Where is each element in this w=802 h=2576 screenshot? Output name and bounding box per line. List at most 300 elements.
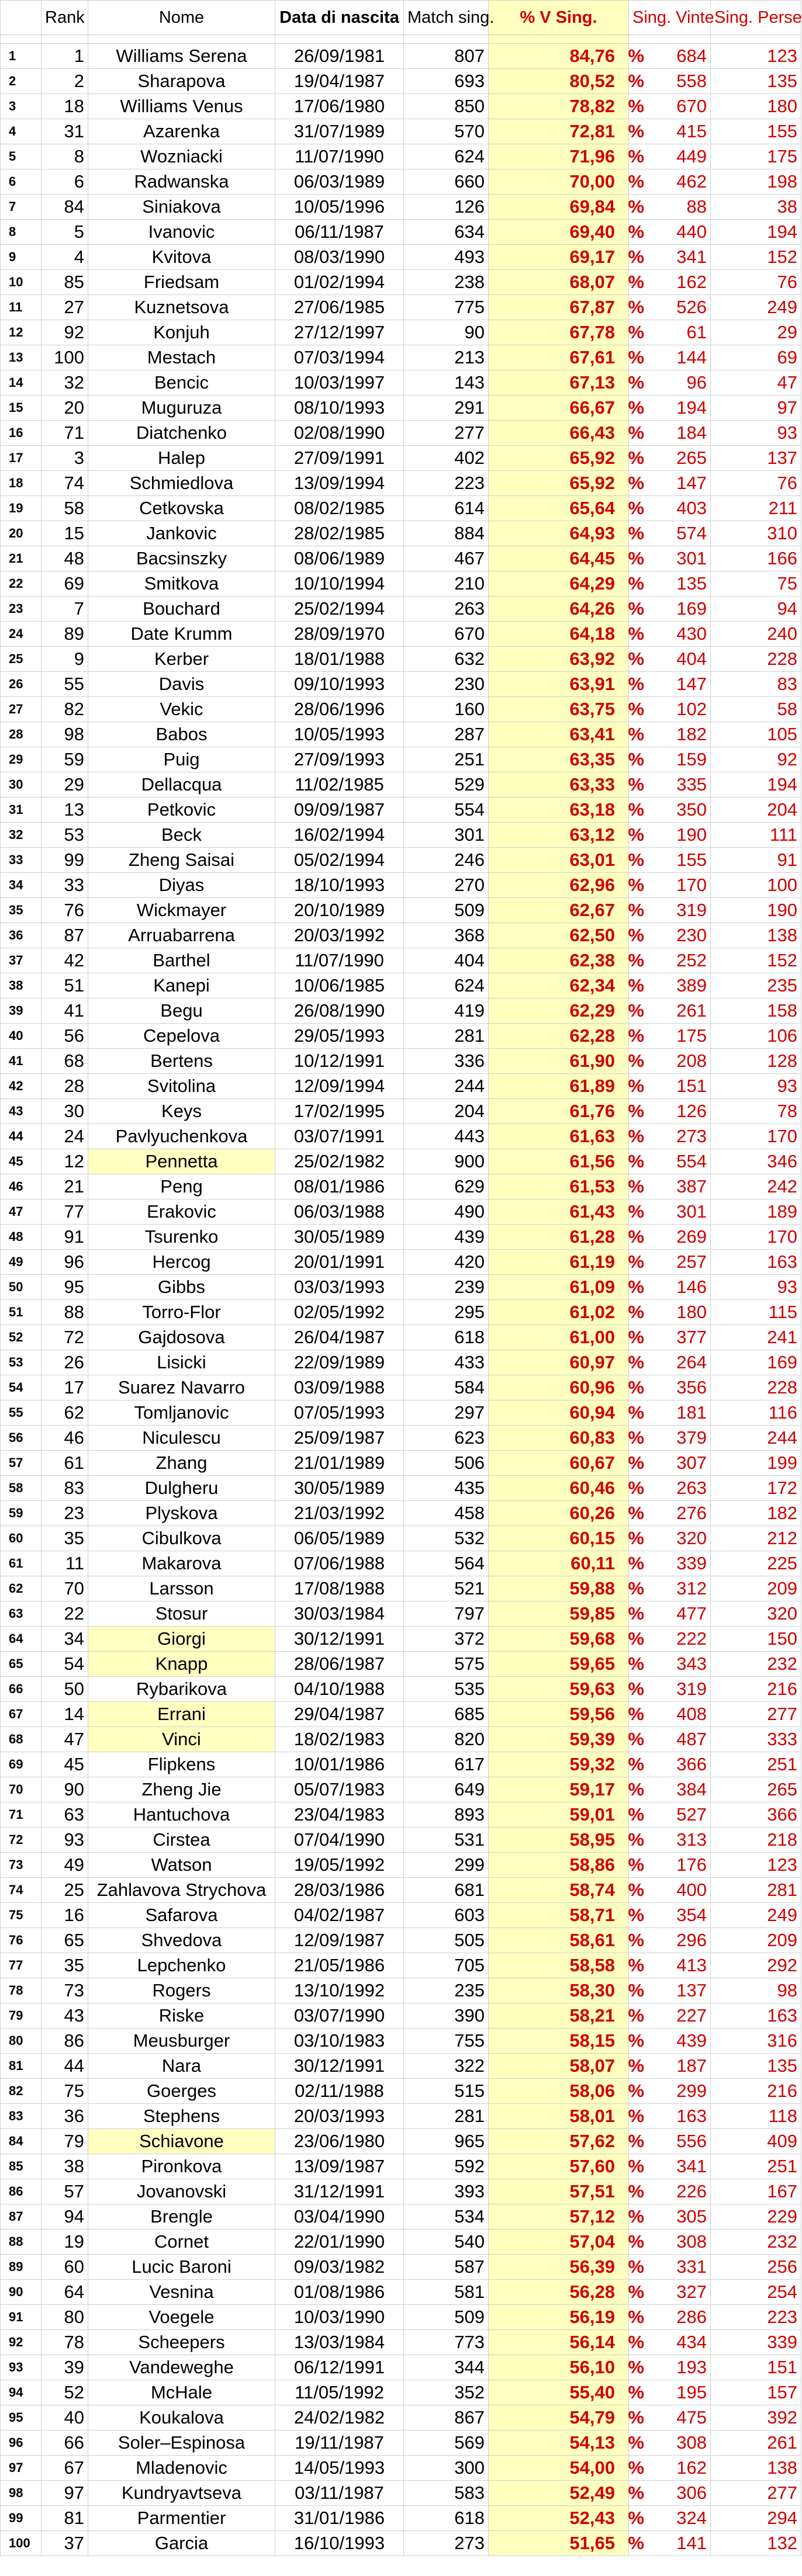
singles-lost-cell[interactable]: 235 [711, 973, 801, 998]
player-name-cell[interactable]: Tsurenko [88, 1225, 275, 1250]
row-index-cell[interactable]: 60 [1, 1526, 42, 1551]
matches-cell[interactable]: 322 [404, 2054, 489, 2079]
rank-cell[interactable]: 50 [42, 1677, 88, 1702]
rank-cell[interactable]: 93 [42, 1828, 88, 1853]
singles-lost-cell[interactable]: 242 [711, 1174, 801, 1199]
player-name-cell[interactable]: Wozniacki [88, 144, 275, 169]
player-name-cell[interactable]: Plyskova [88, 1501, 275, 1526]
birthdate-cell[interactable]: 12/09/1987 [275, 1928, 404, 1953]
matches-cell[interactable]: 884 [404, 521, 489, 546]
win-percentage-cell[interactable] [489, 320, 644, 345]
rank-cell[interactable]: 41 [42, 998, 88, 1024]
win-percentage-cell[interactable] [489, 1099, 644, 1124]
matches-cell[interactable]: 273 [404, 2531, 489, 2556]
matches-cell[interactable]: 850 [404, 94, 489, 119]
birthdate-cell[interactable]: 02/08/1990 [275, 421, 404, 446]
birthdate-cell[interactable]: 31/07/1989 [275, 119, 404, 144]
singles-lost-cell[interactable]: 111 [711, 823, 801, 848]
singles-lost-cell[interactable]: 194 [711, 772, 801, 798]
player-name-cell[interactable]: Garcia [88, 2531, 275, 2556]
birthdate-cell[interactable]: 06/03/1988 [275, 1199, 404, 1225]
rank-cell[interactable]: 20 [42, 396, 88, 421]
singles-won-cell[interactable]: 61 [629, 320, 711, 345]
rank-cell[interactable]: 14 [42, 1702, 88, 1727]
row-index-cell[interactable]: 96 [1, 2431, 42, 2456]
row-index-cell[interactable]: 80 [1, 2029, 42, 2054]
win-percentage-cell[interactable] [489, 2079, 644, 2104]
singles-won-cell[interactable]: 227 [629, 2003, 711, 2029]
singles-won-cell[interactable]: 162 [629, 270, 711, 295]
singles-lost-cell[interactable]: 212 [711, 1526, 801, 1551]
rank-cell[interactable]: 23 [42, 1501, 88, 1526]
matches-cell[interactable]: 893 [404, 1802, 489, 1828]
rank-cell[interactable]: 67 [42, 2456, 88, 2481]
singles-won-cell[interactable]: 155 [629, 848, 711, 873]
player-name-cell[interactable]: Cirstea [88, 1828, 275, 1853]
singles-won-cell[interactable]: 319 [629, 898, 711, 923]
player-name-cell[interactable]: Nara [88, 2054, 275, 2079]
matches-cell[interactable]: 575 [404, 1652, 489, 1677]
singles-won-cell[interactable]: 379 [629, 1426, 711, 1451]
rank-cell[interactable]: 9 [42, 647, 88, 672]
singles-lost-cell[interactable]: 251 [711, 2154, 801, 2179]
singles-won-cell[interactable]: 389 [629, 973, 711, 998]
rank-cell[interactable]: 13 [42, 798, 88, 823]
win-percentage-cell[interactable] [489, 2029, 644, 2054]
rank-cell[interactable]: 83 [42, 1476, 88, 1501]
singles-lost-cell[interactable]: 392 [711, 2405, 801, 2431]
singles-won-cell[interactable]: 327 [629, 2280, 711, 2305]
birthdate-cell[interactable]: 18/10/1993 [275, 873, 404, 898]
matches-cell[interactable]: 295 [404, 1300, 489, 1325]
player-name-cell[interactable]: Brengle [88, 2204, 275, 2230]
singles-lost-cell[interactable]: 316 [711, 2029, 801, 2054]
matches-cell[interactable]: 583 [404, 2481, 489, 2506]
player-name-cell[interactable]: Friedsam [88, 270, 275, 295]
singles-won-cell[interactable]: 273 [629, 1124, 711, 1149]
singles-lost-cell[interactable]: 163 [711, 2003, 801, 2029]
player-name-cell[interactable]: Rogers [88, 1978, 275, 2003]
rank-cell[interactable]: 78 [42, 2330, 88, 2355]
matches-cell[interactable]: 797 [404, 1601, 489, 1627]
singles-won-cell[interactable]: 163 [629, 2104, 711, 2129]
singles-won-cell[interactable]: 147 [629, 672, 711, 697]
row-index-cell[interactable]: 98 [1, 2481, 42, 2506]
singles-lost-cell[interactable]: 198 [711, 169, 801, 195]
singles-lost-cell[interactable]: 310 [711, 521, 801, 546]
birthdate-cell[interactable]: 19/11/1987 [275, 2431, 404, 2456]
birthdate-cell[interactable]: 16/10/1993 [275, 2531, 404, 2556]
birthdate-cell[interactable]: 30/12/1991 [275, 1627, 404, 1652]
win-percentage-cell[interactable] [489, 672, 644, 697]
player-name-cell[interactable]: Zahlavova Strychova [88, 1878, 275, 1903]
row-index-cell[interactable]: 30 [1, 772, 42, 798]
singles-won-cell[interactable]: 377 [629, 1325, 711, 1350]
row-index-cell[interactable]: 90 [1, 2280, 42, 2305]
birthdate-cell[interactable]: 14/05/1993 [275, 2456, 404, 2481]
rank-cell[interactable]: 36 [42, 2104, 88, 2129]
matches-cell[interactable]: 402 [404, 446, 489, 471]
player-name-cell[interactable]: Suarez Navarro [88, 1375, 275, 1400]
player-name-cell[interactable]: Jankovic [88, 521, 275, 546]
matches-cell[interactable]: 506 [404, 1451, 489, 1476]
row-index-cell[interactable]: 43 [1, 1099, 42, 1124]
win-percentage-cell[interactable] [489, 2405, 644, 2431]
row-index-cell[interactable]: 71 [1, 1802, 42, 1828]
birthdate-cell[interactable]: 07/04/1990 [275, 1828, 404, 1853]
spacer-cell[interactable] [275, 35, 404, 44]
rank-cell[interactable]: 51 [42, 973, 88, 998]
matches-cell[interactable]: 458 [404, 1501, 489, 1526]
singles-lost-cell[interactable]: 199 [711, 1451, 801, 1476]
player-name-cell[interactable]: Konjuh [88, 320, 275, 345]
player-name-cell[interactable]: Pavlyuchenkova [88, 1124, 275, 1149]
birthdate-cell[interactable]: 04/10/1988 [275, 1677, 404, 1702]
win-percentage-cell[interactable] [489, 2129, 644, 2154]
rank-cell[interactable]: 3 [42, 446, 88, 471]
rank-cell[interactable]: 1 [42, 44, 88, 69]
rank-cell[interactable]: 27 [42, 295, 88, 320]
singles-lost-cell[interactable]: 93 [711, 421, 801, 446]
row-index-cell[interactable]: 59 [1, 1501, 42, 1526]
rank-cell[interactable]: 55 [42, 672, 88, 697]
player-name-cell[interactable]: Kanepi [88, 973, 275, 998]
player-name-cell[interactable]: Soler–Espinosa [88, 2431, 275, 2456]
win-percentage-cell[interactable] [489, 1652, 644, 1677]
matches-cell[interactable]: 344 [404, 2355, 489, 2380]
rank-cell[interactable]: 31 [42, 119, 88, 144]
row-index-cell[interactable]: 62 [1, 1576, 42, 1601]
rank-cell[interactable]: 33 [42, 873, 88, 898]
win-percentage-cell[interactable] [489, 1953, 644, 1978]
player-name-cell[interactable]: Safarova [88, 1903, 275, 1928]
birthdate-cell[interactable]: 07/03/1994 [275, 345, 404, 370]
player-name-cell[interactable]: Errani [88, 1702, 275, 1727]
singles-lost-cell[interactable]: 182 [711, 1501, 801, 1526]
rank-cell[interactable]: 42 [42, 948, 88, 973]
win-percentage-cell[interactable] [489, 1451, 644, 1476]
birthdate-cell[interactable]: 10/03/1997 [275, 370, 404, 396]
player-name-cell[interactable]: Babos [88, 722, 275, 747]
matches-cell[interactable]: 277 [404, 421, 489, 446]
singles-lost-cell[interactable]: 218 [711, 1828, 801, 1853]
singles-won-cell[interactable]: 102 [629, 697, 711, 722]
singles-lost-cell[interactable]: 240 [711, 622, 801, 647]
birthdate-cell[interactable]: 31/01/1986 [275, 2506, 404, 2531]
matches-cell[interactable]: 301 [404, 823, 489, 848]
singles-won-cell[interactable]: 408 [629, 1702, 711, 1727]
win-percentage-cell[interactable] [489, 1978, 644, 2003]
singles-won-cell[interactable]: 350 [629, 798, 711, 823]
player-name-cell[interactable]: Date Krumm [88, 622, 275, 647]
row-index-cell[interactable]: 42 [1, 1074, 42, 1099]
matches-cell[interactable]: 490 [404, 1199, 489, 1225]
player-name-cell[interactable]: McHale [88, 2380, 275, 2405]
row-index-cell[interactable]: 86 [1, 2179, 42, 2204]
player-name-cell[interactable]: Gajdosova [88, 1325, 275, 1350]
singles-won-cell[interactable]: 170 [629, 873, 711, 898]
row-index-cell[interactable]: 52 [1, 1325, 42, 1350]
birthdate-cell[interactable]: 17/06/1980 [275, 94, 404, 119]
singles-lost-cell[interactable]: 254 [711, 2280, 801, 2305]
row-index-cell[interactable]: 89 [1, 2255, 42, 2280]
player-name-cell[interactable]: Giorgi [88, 1627, 275, 1652]
birthdate-cell[interactable]: 19/04/1987 [275, 69, 404, 94]
singles-lost-cell[interactable]: 346 [711, 1149, 801, 1174]
win-percentage-cell[interactable] [489, 1400, 644, 1426]
matches-cell[interactable]: 270 [404, 873, 489, 898]
win-percentage-cell[interactable] [489, 2154, 644, 2179]
singles-won-cell[interactable]: 526 [629, 295, 711, 320]
win-percentage-cell[interactable] [489, 1426, 644, 1451]
rank-cell[interactable]: 53 [42, 823, 88, 848]
matches-cell[interactable]: 230 [404, 672, 489, 697]
matches-cell[interactable]: 300 [404, 2456, 489, 2481]
row-index-cell[interactable]: 3 [1, 94, 42, 119]
singles-lost-cell[interactable]: 249 [711, 295, 801, 320]
row-index-cell[interactable]: 38 [1, 973, 42, 998]
birthdate-cell[interactable]: 31/12/1991 [275, 2179, 404, 2204]
rank-cell[interactable]: 98 [42, 722, 88, 747]
row-index-cell[interactable]: 31 [1, 798, 42, 823]
player-name-cell[interactable]: Dellacqua [88, 772, 275, 798]
birthdate-cell[interactable]: 21/05/1986 [275, 1953, 404, 1978]
win-percentage-cell[interactable] [489, 2481, 644, 2506]
row-index-cell[interactable]: 99 [1, 2506, 42, 2531]
win-percentage-cell[interactable] [489, 571, 644, 597]
singles-won-cell[interactable]: 403 [629, 496, 711, 521]
matches-cell[interactable]: 419 [404, 998, 489, 1024]
rank-cell[interactable]: 86 [42, 2029, 88, 2054]
singles-won-cell[interactable]: 252 [629, 948, 711, 973]
birthdate-cell[interactable]: 30/03/1984 [275, 1601, 404, 1627]
win-percentage-cell[interactable] [489, 119, 644, 144]
singles-lost-cell[interactable]: 58 [711, 697, 801, 722]
matches-cell[interactable]: 435 [404, 1476, 489, 1501]
rank-cell[interactable]: 46 [42, 1426, 88, 1451]
player-name-cell[interactable]: Kuznetsova [88, 295, 275, 320]
singles-won-cell[interactable]: 296 [629, 1928, 711, 1953]
singles-won-cell[interactable]: 257 [629, 1250, 711, 1275]
matches-cell[interactable]: 531 [404, 1828, 489, 1853]
rank-cell[interactable]: 37 [42, 2531, 88, 2556]
matches-cell[interactable]: 443 [404, 1124, 489, 1149]
player-name-cell[interactable]: Vesnina [88, 2280, 275, 2305]
player-name-cell[interactable]: Stosur [88, 1601, 275, 1627]
birthdate-cell[interactable]: 18/01/1988 [275, 647, 404, 672]
rank-cell[interactable]: 99 [42, 848, 88, 873]
player-name-cell[interactable]: Kundryavtseva [88, 2481, 275, 2506]
row-index-cell[interactable]: 13 [1, 345, 42, 370]
singles-won-cell[interactable]: 263 [629, 1476, 711, 1501]
player-name-cell[interactable]: Ivanovic [88, 220, 275, 245]
win-percentage-cell[interactable] [489, 2230, 644, 2255]
singles-lost-cell[interactable]: 170 [711, 1124, 801, 1149]
singles-lost-cell[interactable]: 150 [711, 1627, 801, 1652]
rank-cell[interactable]: 70 [42, 1576, 88, 1601]
player-name-cell[interactable]: Parmentier [88, 2506, 275, 2531]
singles-lost-cell[interactable]: 409 [711, 2129, 801, 2154]
player-name-cell[interactable]: Bertens [88, 1049, 275, 1074]
rank-cell[interactable]: 19 [42, 2230, 88, 2255]
singles-won-cell[interactable]: 276 [629, 1501, 711, 1526]
win-percentage-cell[interactable] [489, 1350, 644, 1375]
singles-won-cell[interactable]: 137 [629, 1978, 711, 2003]
row-index-cell[interactable]: 29 [1, 747, 42, 772]
rank-cell[interactable]: 39 [42, 2355, 88, 2380]
row-index-cell[interactable]: 70 [1, 1777, 42, 1802]
matches-cell[interactable]: 467 [404, 546, 489, 571]
rank-cell[interactable]: 96 [42, 1250, 88, 1275]
row-index-cell[interactable]: 53 [1, 1350, 42, 1375]
singles-lost-cell[interactable]: 292 [711, 1953, 801, 1978]
matches-cell[interactable]: 204 [404, 1099, 489, 1124]
singles-lost-cell[interactable]: 157 [711, 2380, 801, 2405]
singles-won-cell[interactable]: 343 [629, 1652, 711, 1677]
rank-cell[interactable]: 87 [42, 923, 88, 948]
win-percentage-cell[interactable] [489, 2179, 644, 2204]
singles-won-cell[interactable]: 305 [629, 2204, 711, 2230]
player-name-cell[interactable]: Dulgheru [88, 1476, 275, 1501]
win-percentage-cell[interactable] [489, 396, 644, 421]
row-index-cell[interactable]: 66 [1, 1677, 42, 1702]
win-percentage-cell[interactable] [489, 2305, 644, 2330]
win-percentage-cell[interactable] [489, 546, 644, 571]
singles-won-cell[interactable]: 141 [629, 2531, 711, 2556]
birthdate-cell[interactable]: 28/03/1986 [275, 1878, 404, 1903]
singles-lost-cell[interactable]: 170 [711, 1225, 801, 1250]
row-index-cell[interactable]: 82 [1, 2079, 42, 2104]
singles-lost-cell[interactable]: 209 [711, 1576, 801, 1601]
matches-cell[interactable]: 372 [404, 1627, 489, 1652]
singles-lost-cell[interactable]: 135 [711, 69, 801, 94]
player-name-cell[interactable]: Vinci [88, 1727, 275, 1752]
birthdate-cell[interactable]: 05/02/1994 [275, 848, 404, 873]
player-name-cell[interactable]: Stephens [88, 2104, 275, 2129]
birthdate-cell[interactable]: 23/06/1980 [275, 2129, 404, 2154]
row-index-cell[interactable]: 22 [1, 571, 42, 597]
win-percentage-cell[interactable] [489, 1149, 644, 1174]
singles-lost-cell[interactable]: 93 [711, 1275, 801, 1300]
rank-cell[interactable]: 38 [42, 2154, 88, 2179]
win-percentage-cell[interactable] [489, 2054, 644, 2079]
player-name-cell[interactable]: Diatchenko [88, 421, 275, 446]
birthdate-cell[interactable]: 08/10/1993 [275, 396, 404, 421]
birthdate-cell[interactable]: 25/02/1982 [275, 1149, 404, 1174]
row-index-cell[interactable]: 69 [1, 1752, 42, 1777]
player-name-cell[interactable]: Zheng Jie [88, 1777, 275, 1802]
rank-cell[interactable]: 94 [42, 2204, 88, 2230]
win-percentage-cell[interactable] [489, 345, 644, 370]
birthdate-cell[interactable]: 11/02/1985 [275, 772, 404, 798]
row-index-cell[interactable]: 27 [1, 697, 42, 722]
rank-cell[interactable]: 30 [42, 1099, 88, 1124]
row-index-cell[interactable]: 37 [1, 948, 42, 973]
win-percentage-cell[interactable] [489, 747, 644, 772]
row-index-cell[interactable]: 6 [1, 169, 42, 195]
singles-lost-cell[interactable]: 155 [711, 119, 801, 144]
player-name-cell[interactable]: Cibulkova [88, 1526, 275, 1551]
header-rank[interactable]: Rank [42, 1, 88, 35]
singles-won-cell[interactable]: 319 [629, 1677, 711, 1702]
win-percentage-cell[interactable] [489, 1275, 644, 1300]
birthdate-cell[interactable]: 22/01/1990 [275, 2230, 404, 2255]
rank-cell[interactable]: 32 [42, 370, 88, 396]
row-index-cell[interactable]: 44 [1, 1124, 42, 1149]
header-name[interactable]: Nome [88, 1, 275, 35]
row-index-cell[interactable]: 95 [1, 2405, 42, 2431]
singles-lost-cell[interactable]: 232 [711, 2230, 801, 2255]
singles-won-cell[interactable]: 440 [629, 220, 711, 245]
row-index-cell[interactable]: 72 [1, 1828, 42, 1853]
singles-won-cell[interactable]: 222 [629, 1627, 711, 1652]
birthdate-cell[interactable]: 18/02/1983 [275, 1727, 404, 1752]
birthdate-cell[interactable]: 05/07/1983 [275, 1777, 404, 1802]
birthdate-cell[interactable]: 08/02/1985 [275, 496, 404, 521]
rank-cell[interactable]: 64 [42, 2280, 88, 2305]
win-percentage-cell[interactable] [489, 2431, 644, 2456]
singles-won-cell[interactable]: 88 [629, 195, 711, 220]
singles-lost-cell[interactable]: 123 [711, 1853, 801, 1878]
rank-cell[interactable]: 65 [42, 1928, 88, 1953]
singles-won-cell[interactable]: 558 [629, 69, 711, 94]
singles-lost-cell[interactable]: 244 [711, 1426, 801, 1451]
singles-won-cell[interactable]: 487 [629, 1727, 711, 1752]
rank-cell[interactable]: 49 [42, 1853, 88, 1878]
singles-won-cell[interactable]: 574 [629, 521, 711, 546]
rank-cell[interactable]: 82 [42, 697, 88, 722]
singles-won-cell[interactable]: 301 [629, 546, 711, 571]
win-percentage-cell[interactable] [489, 295, 644, 320]
rank-cell[interactable]: 76 [42, 898, 88, 923]
singles-won-cell[interactable]: 146 [629, 1275, 711, 1300]
matches-cell[interactable]: 223 [404, 471, 489, 496]
birthdate-cell[interactable]: 10/12/1991 [275, 1049, 404, 1074]
singles-won-cell[interactable]: 475 [629, 2405, 711, 2431]
birthdate-cell[interactable]: 30/05/1989 [275, 1225, 404, 1250]
player-name-cell[interactable]: Larsson [88, 1576, 275, 1601]
matches-cell[interactable]: 634 [404, 220, 489, 245]
singles-lost-cell[interactable]: 180 [711, 94, 801, 119]
player-name-cell[interactable]: Muguruza [88, 396, 275, 421]
birthdate-cell[interactable]: 28/02/1985 [275, 521, 404, 546]
row-index-cell[interactable]: 65 [1, 1652, 42, 1677]
win-percentage-cell[interactable] [489, 2330, 644, 2355]
player-name-cell[interactable]: Begu [88, 998, 275, 1024]
rank-cell[interactable]: 52 [42, 2380, 88, 2405]
rank-cell[interactable]: 63 [42, 1802, 88, 1828]
row-index-cell[interactable]: 21 [1, 546, 42, 571]
row-index-cell[interactable]: 51 [1, 1300, 42, 1325]
singles-lost-cell[interactable]: 320 [711, 1601, 801, 1627]
win-percentage-cell[interactable] [489, 948, 644, 973]
matches-cell[interactable]: 126 [404, 195, 489, 220]
birthdate-cell[interactable]: 16/02/1994 [275, 823, 404, 848]
win-percentage-cell[interactable] [489, 798, 644, 823]
matches-cell[interactable]: 775 [404, 295, 489, 320]
rank-cell[interactable]: 6 [42, 169, 88, 195]
rank-cell[interactable]: 88 [42, 1300, 88, 1325]
rank-cell[interactable]: 100 [42, 345, 88, 370]
birthdate-cell[interactable]: 08/06/1989 [275, 546, 404, 571]
matches-cell[interactable]: 540 [404, 2230, 489, 2255]
win-percentage-cell[interactable] [489, 496, 644, 521]
singles-lost-cell[interactable]: 211 [711, 496, 801, 521]
singles-won-cell[interactable]: 269 [629, 1225, 711, 1250]
birthdate-cell[interactable]: 22/09/1989 [275, 1350, 404, 1375]
row-index-cell[interactable]: 41 [1, 1049, 42, 1074]
win-percentage-cell[interactable] [489, 1174, 644, 1199]
